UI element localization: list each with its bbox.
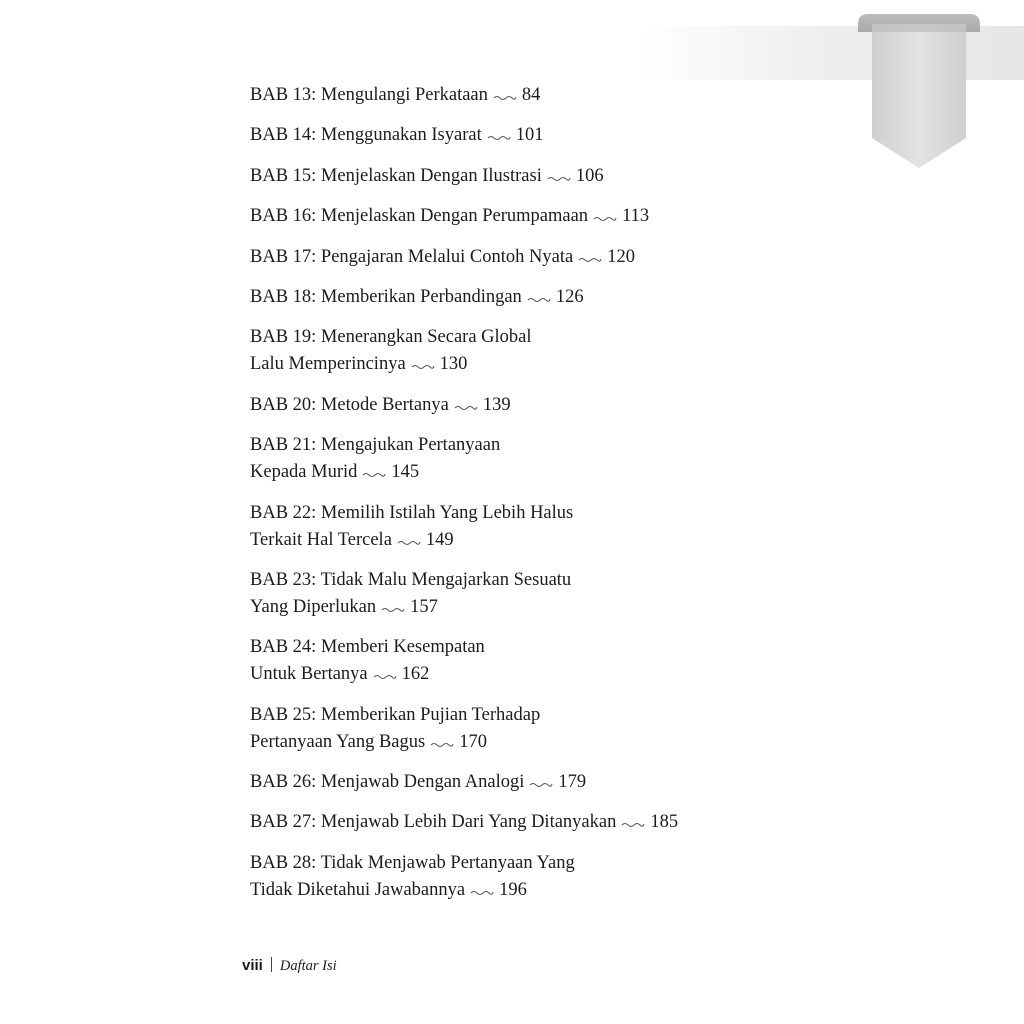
toc-entry-page: 101: [515, 125, 544, 146]
toc-entry-line: [250, 809, 810, 836]
wavy-leader-icon: [621, 820, 645, 828]
toc-entry-title: BAB 15: Menjelaskan Dengan Ilustrasi: [250, 165, 542, 186]
toc-entry-title-continued: Untuk Bertanya: [250, 664, 368, 685]
toc-entry[interactable]: [250, 850, 810, 904]
toc-entry-line: [250, 163, 810, 190]
toc-entry-title-continued: Pertanyaan Yang Bagus: [250, 731, 426, 752]
toc-entry-title: BAB 13: Mengulangi Perkataan: [250, 85, 488, 105]
toc-entry-title: BAB 17: Pengajaran Melalui Contoh Nyata: [250, 246, 574, 267]
toc-entry[interactable]: [250, 702, 810, 756]
toc-entry-line: [250, 244, 810, 271]
toc-entry-line: [250, 500, 810, 527]
toc-entry[interactable]: [250, 324, 810, 378]
wavy-leader-icon: [593, 214, 617, 222]
toc-entry-title: BAB 28: Tidak Menjawab Pertanyaan Yang: [250, 852, 575, 873]
wavy-leader-icon: [487, 133, 511, 141]
toc-entry-line: [250, 769, 810, 796]
toc-entry-page: 130: [439, 354, 468, 375]
wavy-leader-icon: [430, 740, 454, 748]
toc-entry-title: BAB 20: Metode Bertanya: [250, 394, 449, 415]
toc-entry-page: 126: [555, 286, 584, 307]
toc-entry[interactable]: [250, 634, 810, 688]
toc-entry-line: [250, 459, 810, 486]
toc-entry-line: [250, 82, 810, 109]
toc-entry-page: 84: [521, 85, 541, 105]
toc-entry-page: 157: [410, 596, 438, 617]
wavy-leader-icon: [454, 403, 478, 411]
toc-entry-line: [250, 284, 810, 311]
toc-entry-page: 185: [650, 812, 679, 833]
page-number: viii: [242, 957, 263, 974]
toc-entry-title: BAB 18: Memberikan Perbandingan: [250, 286, 522, 307]
toc-entry-page: 196: [499, 879, 527, 900]
toc-entry-page: 179: [558, 772, 587, 793]
toc-entry[interactable]: [250, 432, 810, 486]
wavy-leader-icon: [362, 470, 386, 478]
toc-entry[interactable]: [250, 769, 810, 796]
toc-entry[interactable]: [250, 122, 810, 149]
bookmark-ribbon-icon: [854, 10, 984, 170]
toc-entry-line: [250, 432, 810, 459]
toc-entry[interactable]: [250, 500, 810, 554]
wavy-leader-icon: [470, 888, 494, 896]
wavy-leader-icon: [411, 362, 435, 370]
toc-entry[interactable]: [250, 82, 810, 109]
toc-entry-page: 170: [459, 731, 487, 752]
toc-entry-line: [250, 877, 810, 904]
toc-entry-line: [250, 527, 810, 554]
toc-entry[interactable]: [250, 163, 810, 190]
wavy-leader-icon: [529, 780, 553, 788]
toc-entry-line: [250, 122, 810, 149]
toc-entry-page: 145: [391, 462, 420, 483]
toc-entry-page: 106: [575, 165, 604, 186]
wavy-leader-icon: [547, 174, 571, 182]
toc-entry-line: [250, 661, 810, 688]
toc-entry-line: [250, 567, 810, 594]
toc-entry[interactable]: [250, 809, 810, 836]
toc-entry-line: [250, 850, 810, 877]
toc-entry[interactable]: [250, 392, 810, 419]
toc-entry-page: 149: [425, 529, 454, 550]
toc-entry[interactable]: [250, 203, 810, 230]
wavy-leader-icon: [527, 295, 551, 303]
toc-entry-line: [250, 203, 810, 230]
page-footer: [242, 957, 337, 975]
wavy-leader-icon: [373, 672, 397, 680]
toc-entry-line: [250, 729, 810, 756]
toc-entry-page: 120: [607, 246, 635, 267]
toc-entry-title: BAB 25: Memberikan Pujian Terhadap: [250, 704, 541, 725]
toc-entry-title: BAB 19: Menerangkan Secara Global: [250, 327, 532, 348]
toc-entry-title: BAB 27: Menjawab Lebih Dari Yang Ditanyakan: [250, 812, 617, 833]
toc-entry-title-continued: Tidak Diketahui Jawabannya: [250, 879, 466, 900]
toc-entry-title-continued: Yang Diperlukan: [250, 596, 377, 617]
toc-entry-title: BAB 16: Menjelaskan Dengan Perumpamaan: [250, 206, 589, 227]
toc-entry-title: BAB 21: Mengajukan Pertanyaan: [250, 435, 501, 456]
toc-entry-title-continued: Lalu Memperincinya: [250, 354, 406, 375]
toc-entry-title-continued: Kepada Murid: [250, 462, 358, 483]
toc-entry-title-continued: Terkait Hal Tercela: [250, 529, 392, 550]
toc-entry-title: BAB 23: Tidak Malu Mengajarkan Sesuatu: [250, 569, 572, 590]
toc-entry-line: [250, 634, 810, 661]
toc-entry-title: BAB 24: Memberi Kesempatan: [250, 637, 485, 658]
wavy-leader-icon: [493, 93, 517, 101]
toc-entry-page: 139: [482, 394, 511, 415]
toc-entry-page: 113: [622, 206, 650, 227]
toc-entry-line: [250, 594, 810, 621]
toc-entry[interactable]: [250, 284, 810, 311]
toc-entry[interactable]: [250, 244, 810, 271]
table-of-contents: [250, 82, 810, 917]
toc-entry-title: BAB 26: Menjawab Dengan Analogi: [250, 772, 525, 793]
toc-entry-title: BAB 22: Memilih Istilah Yang Lebih Halus: [250, 502, 574, 523]
toc-entry-line: [250, 351, 810, 378]
wavy-leader-icon: [397, 538, 421, 546]
toc-entry-line: [250, 392, 810, 419]
toc-entry-line: [250, 324, 810, 351]
footer-divider: [271, 957, 272, 972]
section-title: Daftar Isi: [279, 958, 337, 974]
wavy-leader-icon: [578, 255, 602, 263]
toc-entry[interactable]: [250, 567, 810, 621]
wavy-leader-icon: [381, 605, 405, 613]
toc-entry-line: [250, 702, 810, 729]
toc-entry-title: BAB 14: Menggunakan Isyarat: [250, 125, 482, 146]
toc-entry-page: 162: [401, 664, 430, 685]
